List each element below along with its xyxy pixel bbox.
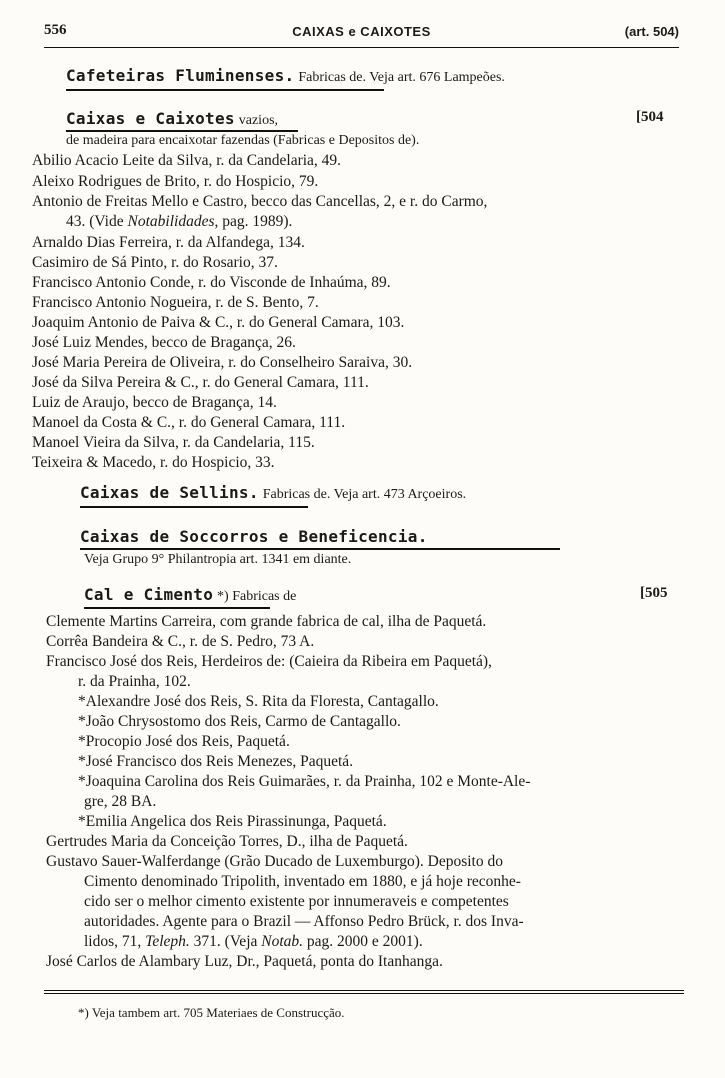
list-item: Corrêa Bandeira & C., r. de S. Pedro, 73 A.	[46, 633, 315, 650]
footnote-rule	[44, 990, 684, 991]
list-item: José Luiz Mendes, becco de Bragança, 26.	[32, 334, 296, 351]
list-item-continuation: gre, 28 BA.	[84, 793, 157, 810]
list-item: *Alexandre José dos Reis, S. Rita da Floresta, Cantagallo.	[78, 693, 439, 710]
section-underline	[84, 607, 270, 609]
list-item: Arnaldo Dias Ferreira, r. da Alfandega, 134.	[32, 234, 305, 251]
list-item: Francisco José dos Reis, Herdeiros de: (Caieira da Ribeira em Paquetá),	[46, 653, 492, 670]
header-rule	[44, 47, 679, 48]
section-underline	[66, 89, 384, 91]
section-text: *) Fabricas de	[217, 589, 297, 604]
list-item-continuation: Cimento denominado Tripolith, inventado em 1880, e já hoje reconhe-	[84, 873, 521, 890]
list-item: *João Chrysostomo dos Reis, Carmo de Cantagallo.	[78, 713, 401, 730]
list-item: Casimiro de Sá Pinto, r. do Rosario, 37.	[32, 254, 278, 271]
section-heading: Caixas e Caixotes	[66, 109, 235, 128]
section-heading: Cafeteiras Fluminenses.	[66, 66, 295, 85]
list-item-continuation: autoridades. Agente para o Brazil — Affonso Pedro Brück, r. dos Inva-	[84, 913, 524, 930]
list-item: Antonio de Freitas Mello e Castro, becco das Cancellas, 2, e r. do Carmo,	[32, 193, 488, 210]
article-reference: (art. 504)	[624, 24, 679, 39]
list-item: Manoel da Costa & C., r. do General Camara, 111.	[32, 414, 346, 431]
section-cafeteiras	[66, 66, 505, 86]
section-cal-cimento	[84, 585, 296, 605]
footnote: *) Veja tambem art. 705 Materiaes de Construcção.	[78, 1005, 345, 1020]
list-item: Gertrudes Maria da Conceição Torres, D., ilha de Paquetá.	[46, 833, 408, 850]
footnote-rule	[44, 993, 684, 994]
section-heading: Caixas de Sellins.	[80, 483, 259, 502]
section-text: Fabricas de. Veja art. 676 Lampeões.	[298, 70, 505, 85]
section-heading: Cal e Cimento	[84, 585, 214, 604]
list-item: José Maria Pereira de Oliveira, r. do Conselheiro Saraiva, 30.	[32, 354, 413, 371]
list-item: Luiz de Araujo, becco de Bragança, 14.	[32, 394, 277, 411]
running-title: CAIXAS e CAIXOTES	[292, 24, 431, 39]
list-item: *Procopio José dos Reis, Paquetá.	[78, 733, 290, 750]
section-intro: de madeira para encaixotar fazendas (Fabricas e Depositos de).	[66, 133, 420, 148]
list-item: Joaquim Antonio de Paiva & C., r. do General Camara, 103.	[32, 314, 405, 331]
list-item: José da Silva Pereira & C., r. do General Camara, 111.	[32, 374, 369, 391]
list-item: Gustavo Sauer-Walferdange (Grão Ducado de Luxemburgo). Deposito do	[46, 853, 503, 870]
list-item-continuation: lidos, 71, Teleph. 371. (Veja Notab. pag. 2000 e 2001).	[84, 933, 423, 950]
list-item: Teixeira & Macedo, r. do Hospicio, 33.	[32, 454, 275, 471]
list-item: Aleixo Rodrigues de Brito, r. do Hospicio, 79.	[32, 173, 319, 190]
section-text: vazios,	[238, 113, 279, 128]
list-item-continuation: r. da Prainha, 102.	[78, 673, 191, 690]
section-text: Fabricas de. Veja art. 473 Arçoeiros.	[262, 487, 467, 502]
section-text: Veja Grupo 9° Philantropia art. 1341 em diante.	[84, 552, 352, 567]
list-item: *José Francisco dos Reis Menezes, Paquetá.	[78, 753, 354, 770]
list-item: Francisco Antonio Conde, r. do Visconde de Inhaúma, 89.	[32, 274, 391, 291]
section-underline	[80, 506, 308, 508]
list-item-continuation: cido ser o melhor cimento existente por innumeraveis e competentes	[84, 893, 509, 910]
section-heading: Caixas de Soccorros e Beneficencia.	[80, 527, 428, 546]
list-item: Francisco Antonio Nogueira, r. de S. Bento, 7.	[32, 294, 319, 311]
list-item: José Carlos de Alambary Luz, Dr., Paquetá, ponta do Itanhanga.	[46, 953, 443, 970]
section-soccorros	[80, 527, 428, 546]
section-number: [505	[640, 585, 668, 601]
list-item-continuation: 43. (Vide Notabilidades, pag. 1989).	[66, 213, 293, 230]
list-item: Clemente Martins Carreira, com grande fabrica de cal, ilha de Paquetá.	[46, 613, 487, 630]
section-number: [504	[636, 109, 664, 125]
list-item: *Emilia Angelica dos Reis Pirassinunga, Paquetá.	[78, 813, 387, 830]
list-item: *Joaquina Carolina dos Reis Guimarães, r. da Prainha, 102 e Monte-Ale-	[78, 773, 531, 790]
list-item: Manoel Vieira da Silva, r. da Candelaria, 115.	[32, 434, 315, 451]
page-header	[44, 22, 679, 44]
section-caixas-caixotes	[66, 109, 278, 129]
page-number: 556	[44, 22, 67, 38]
section-sellins	[80, 483, 466, 503]
list-item: Abilio Acacio Leite da Silva, r. da Candelaria, 49.	[32, 152, 342, 169]
